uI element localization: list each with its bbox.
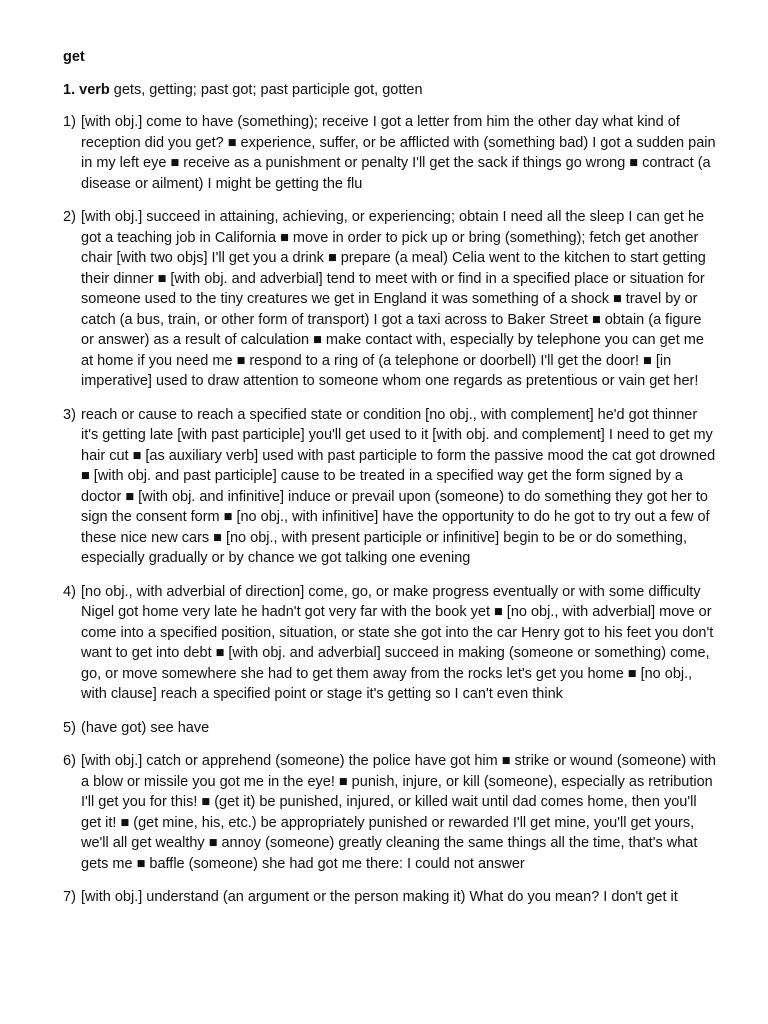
sense-text: [with obj.] come to have (something); receive I got a letter from him the other day what kind of reception did you get? ■ experience, suffer, or be afflicted with (something bad) I got a sudden pain in my left eye ■ receive as a punishment or penalty I'll get the sack if things go wrong ■ contract (a disease or ailment) I might be getting the flu	[81, 114, 716, 192]
sense-number: 2)	[63, 209, 76, 225]
sense-number: 5)	[63, 719, 76, 736]
sense-text: [with obj.] succeed in attaining, achieving, or experiencing; obtain I need all the sleep I can get he got a teaching job in California ■ move in order to pick up or bring (something); fetch get another chair [with two objs] I'll get you a drink ■ prepare (a meal) Celia went to the kitchen to start getting their dinner ■ [with obj. and adverbial] tend to meet with or find in a specified place or situation for someone used to the tiny creatures we get in England it was something of a shock ■ travel by or catch (a bus, train, or other form of transport) I got a taxi across to Baker Street ■ obtain (a figure or answer) as a result of calculation ■ make contact with, especially by telephone you can get me at home if you need me ■ respond to a ring of (a telephone or doorbell) I'll get the door! ■ [in imperative] used to draw attention to someone whom one regards as pretentious or vain get her!	[81, 209, 706, 389]
sense-text: reach or cause to reach a specified state or condition [no obj., with complement] he'd got thinner it's getting late [with past participle] you'll get used to it [with obj. and complement] I need to get my hair cut ■ [as auxiliary verb] used with past participle to form the passive mood the cat got drowned ■ [with obj. and past participle] cause to be treated in a specified way get the form signed by a doctor ■ [with obj. and infinitive] induce or prevail upon (someone) to do something they got her to sign the consent form ■ [no obj., with infinitive] have the opportunity to do he got to try out a few of these nice new cars ■ [no obj., with present participle or infinitive] begin to be or do something, especially gradually or by chance we got talking one evening	[81, 406, 716, 566]
sense-5	[63, 718, 718, 739]
sense-text: (have got) see have	[81, 719, 210, 736]
sense-number: 4)	[63, 583, 76, 600]
sense-7	[63, 887, 718, 908]
sense-number: 7)	[63, 889, 76, 905]
sense-6	[63, 751, 718, 874]
sense-3	[63, 405, 718, 569]
sense-text: [with obj.] understand (an argument or the person making it) What do you mean? I don't get it	[81, 889, 678, 905]
sense-1	[63, 112, 718, 194]
sense-4	[63, 582, 718, 705]
inflected-forms: gets, getting; past got; past participle got, gotten	[113, 81, 423, 98]
sense-text: [with obj.] catch or apprehend (someone) the police have got him ■ strike or wound (someone) with a blow or missile you got me in the eye! ■ punish, injure, or kill (someone), especially as retribution I'll get you for this! ■ (get it) be punished, injured, or killed wait until dad comes home, then you'll get it! ■ (get mine, his, etc.) be appropriately punished or rewarded I'll get mine, you'll get yours, we'll all get wealthy ■ annoy (someone) greatly cleaning the same things all the time, that's what gets me ■ baffle (someone) she had got me there: I could not answer	[81, 753, 716, 872]
sense-2	[63, 207, 718, 392]
part-of-speech-line	[63, 80, 718, 101]
sense-text: [no obj., with adverbial of direction] come, go, or make progress eventually or with some difficulty Nigel got home very late he hadn't got very far with the book yet ■ [no obj., with adverbial] move or come into a specified position, situation, or state she got into the car Henry got to his feet you don't want to get into debt ■ [with obj. and adverbial] succeed in making (someone or something) come, go, or move somewhere she had to get them away from the rocks let's get you home ■ [no obj., with clause] reach a specified point or stage it's getting so I can't even think	[81, 583, 714, 702]
pos-number: 1.	[63, 81, 76, 98]
sense-number: 1)	[63, 114, 76, 130]
headword: get	[63, 49, 85, 65]
sense-number: 6)	[63, 753, 76, 769]
sense-number: 3)	[63, 406, 76, 423]
part-of-speech: verb	[79, 81, 110, 98]
